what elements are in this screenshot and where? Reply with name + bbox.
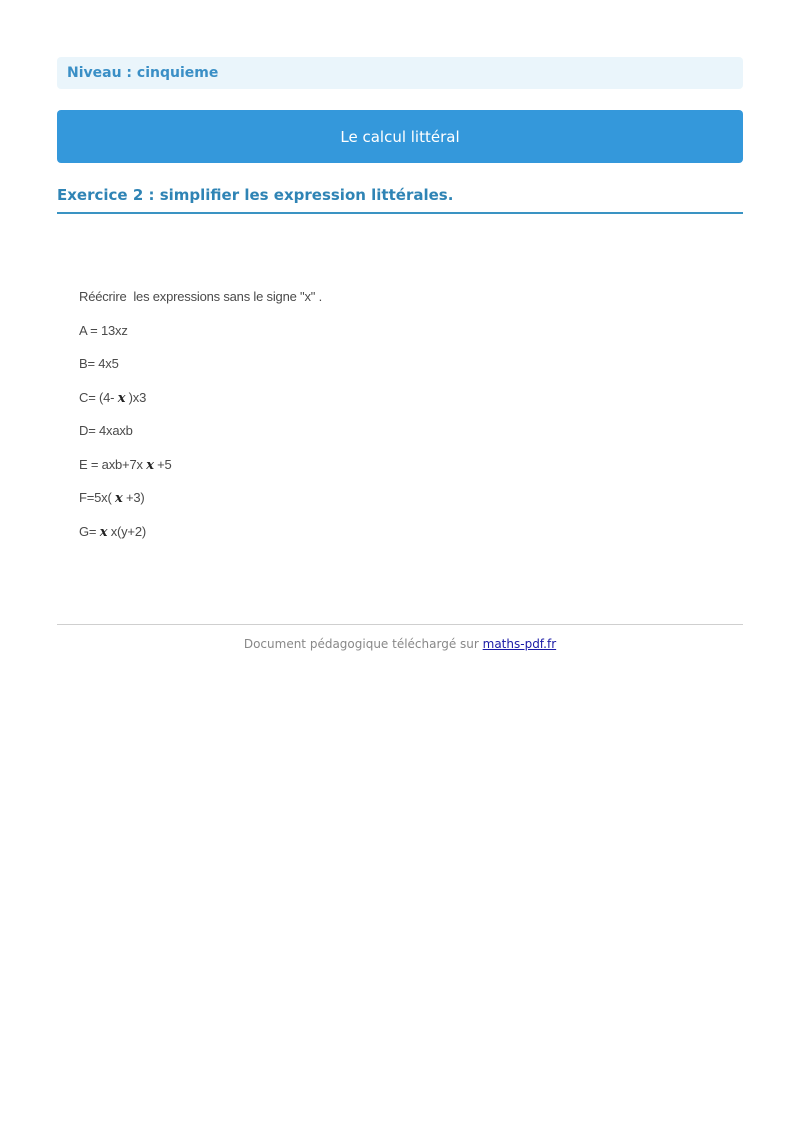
exercise-divider: [57, 212, 743, 214]
expression-f: [79, 488, 322, 522]
expression-g-start: G=: [79, 523, 100, 539]
level-banner: [57, 57, 743, 89]
expression-c-end: )x3: [125, 389, 147, 405]
level-label: Niveau : cinquieme: [67, 65, 219, 81]
expression-b: B= 4x5: [79, 356, 119, 371]
expression-c: [79, 388, 322, 422]
expression-e-start: E = axb+7x: [79, 456, 147, 472]
variable-x: x: [115, 491, 123, 506]
lesson-title-banner: [57, 110, 743, 163]
expression-f-start: F=5x(: [79, 490, 116, 505]
expression-g: [79, 522, 322, 556]
expression-d: D= 4xaxb: [79, 423, 133, 438]
lesson-title: Le calcul littéral: [340, 127, 460, 146]
expression-e-end: +5: [153, 456, 172, 472]
footer-link[interactable]: maths-pdf.fr: [482, 637, 557, 651]
variable-x: x: [146, 457, 154, 473]
expression-g-end: x(y+2): [107, 523, 146, 539]
footer: [57, 636, 743, 652]
instruction-line: Réécrire les expressions sans le signe "x" .: [79, 289, 323, 304]
expression-f-end: +3): [122, 490, 145, 505]
footer-divider: [57, 624, 743, 625]
expression-c-start: C= (4-: [79, 389, 118, 405]
expression-a: A = 13xz: [79, 322, 128, 338]
exercise-content: [79, 287, 322, 555]
exercise-heading: Exercice 2 : simplifier les expression littérales.: [57, 186, 454, 204]
expression-e: [79, 455, 322, 489]
variable-x: x: [117, 390, 126, 406]
variable-x: x: [99, 524, 108, 540]
footer-text: Document pédagogique téléchargé sur: [243, 637, 483, 651]
